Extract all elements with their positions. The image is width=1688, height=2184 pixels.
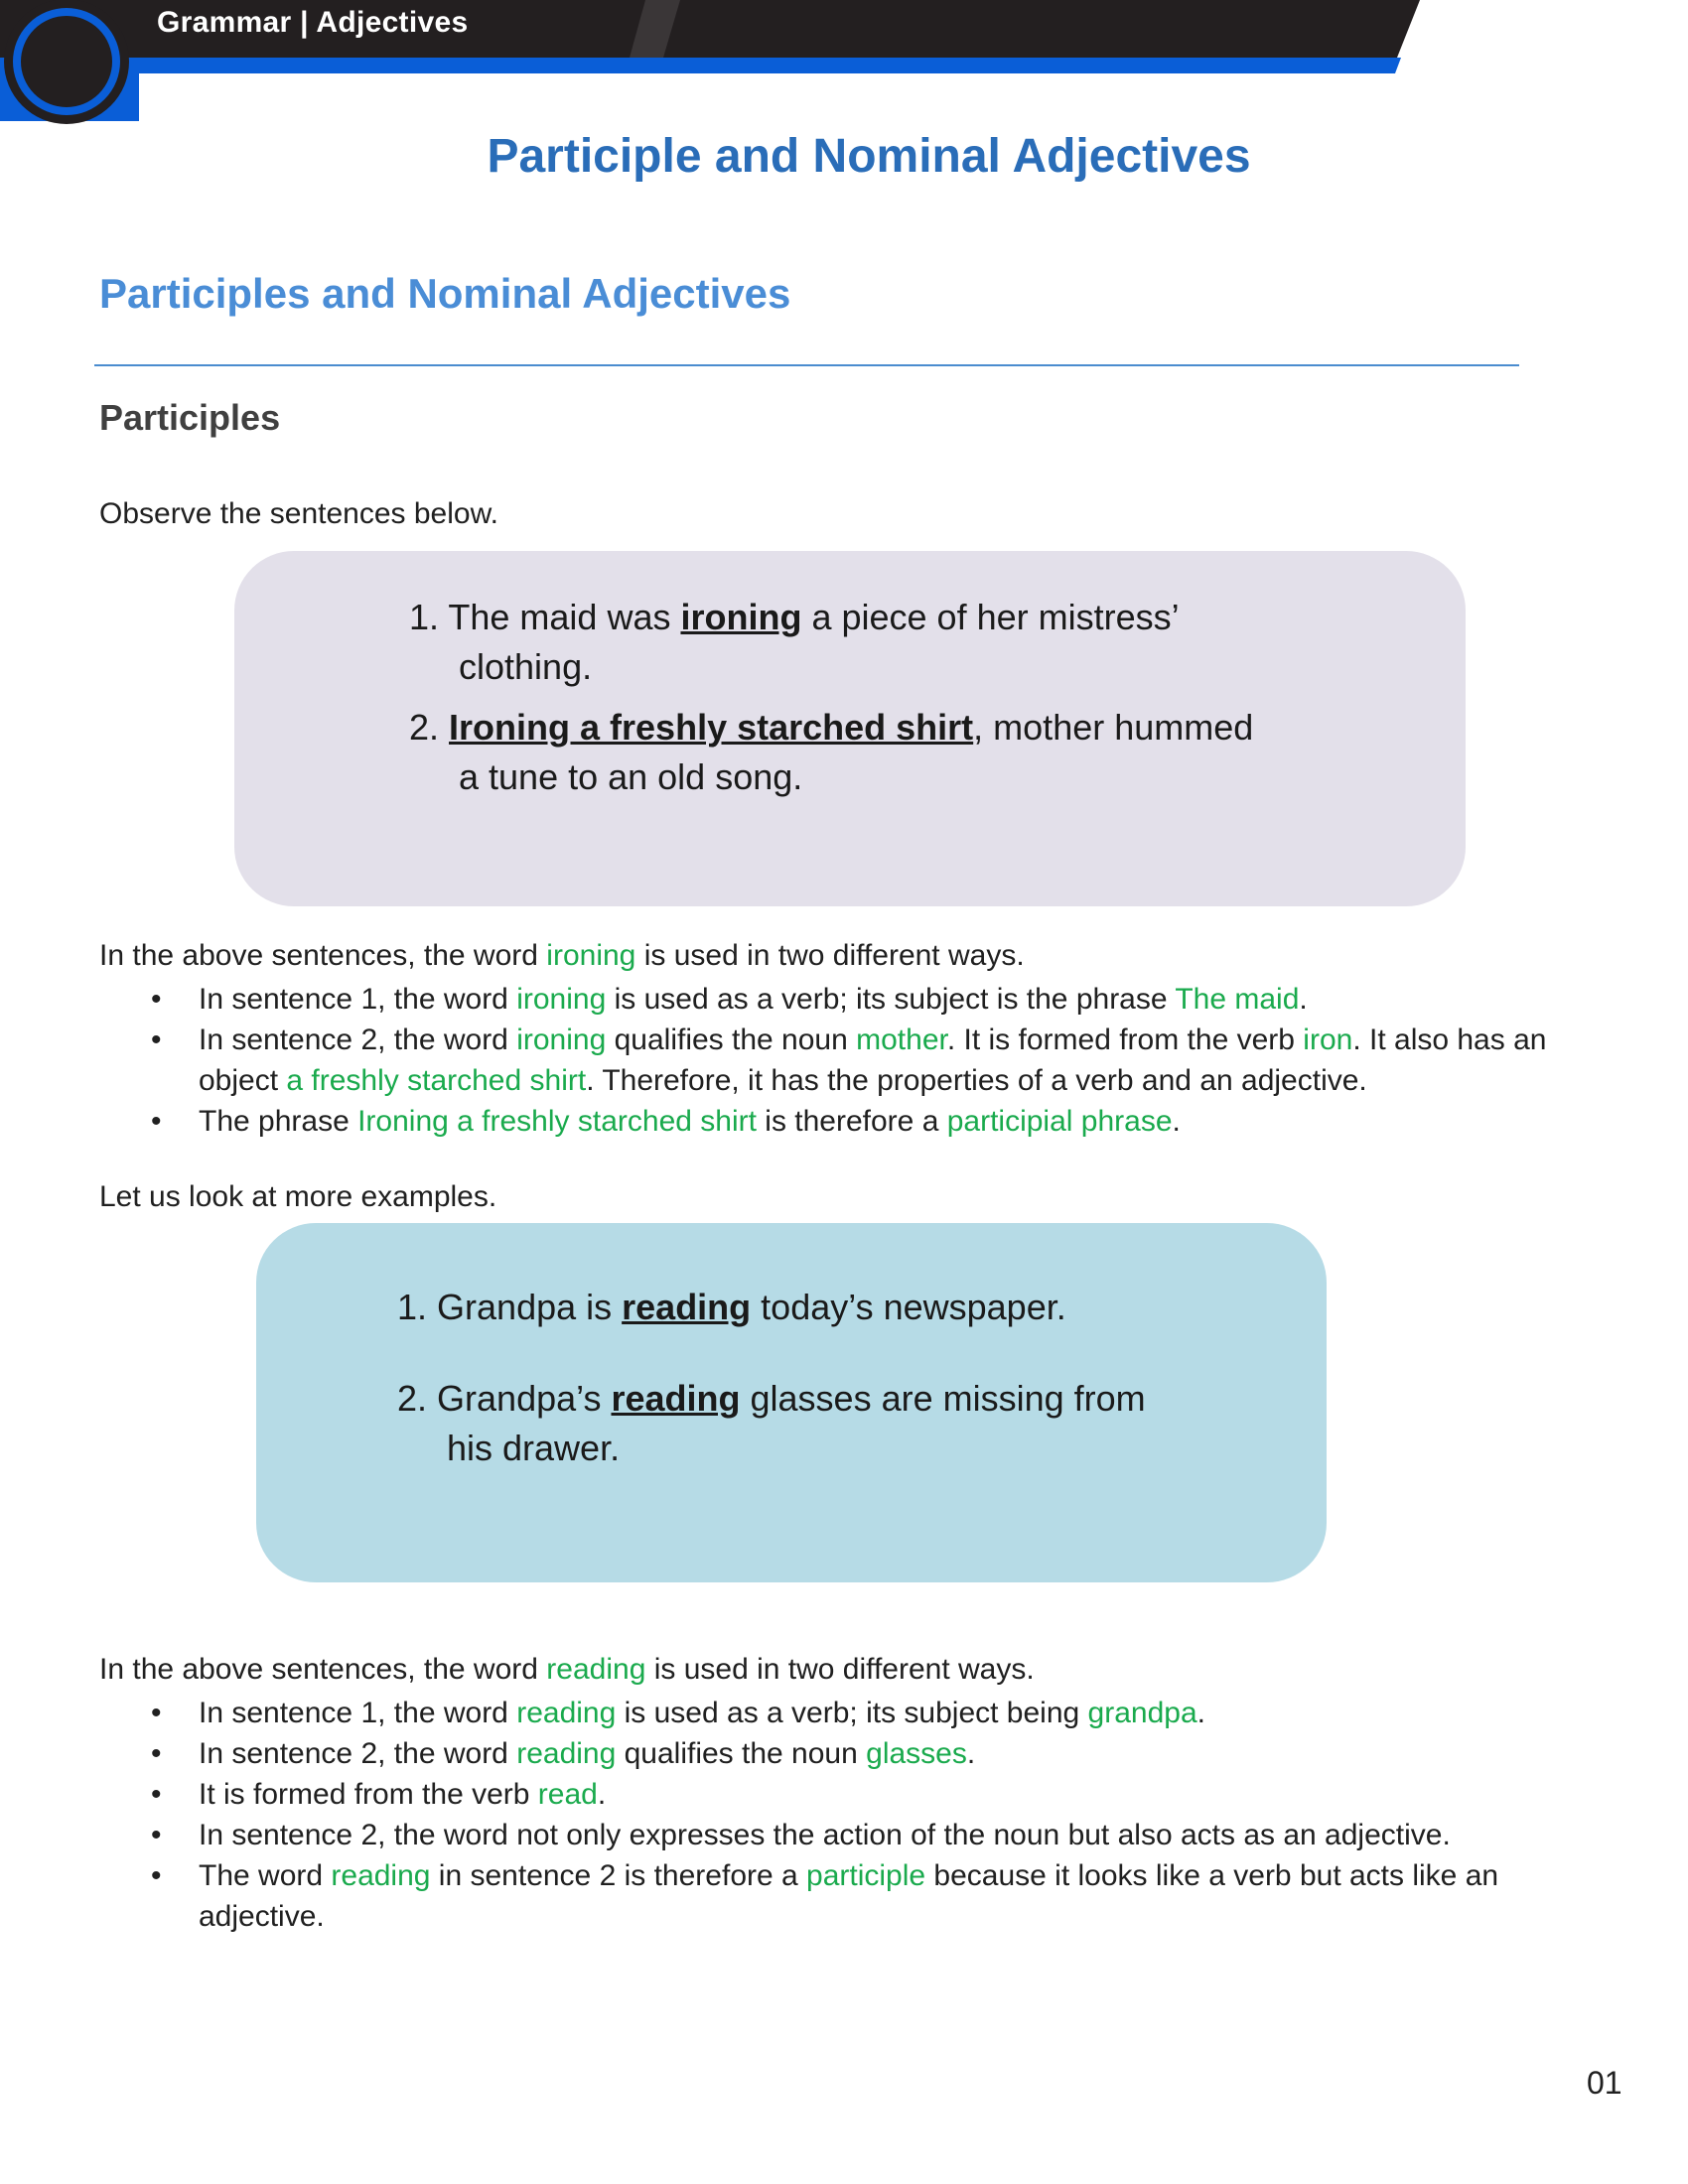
keyword: Ironing a freshly starched shirt xyxy=(449,707,974,748)
bullet-list-2 xyxy=(99,1693,1618,1937)
example-sentence-1: 1. The maid was ironing a piece of her mistress’ clothing. xyxy=(409,597,1180,687)
header-label: Grammar | Adjectives xyxy=(157,6,469,39)
intro-text: Observe the sentences below. xyxy=(99,497,498,530)
example-box-1 xyxy=(234,551,1466,906)
list-item: • In sentence 2, the word reading qualifies the noun glasses. xyxy=(151,1737,976,1770)
explanation-paragraph-2: In the above sentences, the word reading is used in two different ways. xyxy=(99,1653,1035,1686)
keyword: ironing xyxy=(680,597,802,637)
bullet-list-1 xyxy=(99,979,1618,1142)
example-sentence-2: 2. Ironing a freshly starched shirt, mother hummed a tune to an old song. xyxy=(409,707,1254,797)
example-box-2 xyxy=(256,1223,1327,1582)
list-item: • In sentence 2, the word ironing qualifies the noun mother. It is formed from the verb iron. It also has an object a freshly starched shirt. Therefore, it has the properties of a verb and an adjective. xyxy=(151,1024,1547,1097)
list-item: • The word reading in sentence 2 is therefore a participle because it looks like a verb but acts like an adjective. xyxy=(151,1859,1499,1933)
list-item: • It is formed from the verb read. xyxy=(151,1778,607,1811)
keyword: reading xyxy=(611,1378,741,1419)
keyword: reading xyxy=(622,1287,752,1327)
list-item: • In sentence 2, the word not only expresses the action of the noun but also acts as an adjective. xyxy=(151,1819,1451,1851)
list-item: • The phrase Ironing a freshly starched shirt is therefore a participial phrase. xyxy=(151,1105,1181,1138)
section-title: Participles and Nominal Adjectives xyxy=(99,270,791,317)
page-title: Participle and Nominal Adjectives xyxy=(487,130,1251,183)
divider xyxy=(94,364,1519,366)
list-item: • In sentence 1, the word reading is used as a verb; its subject being grandpa. xyxy=(151,1697,1205,1729)
example-sentence-2: 2. Grandpa’s reading glasses are missing from his drawer. xyxy=(397,1378,1146,1468)
explanation-paragraph-1: In the above sentences, the word ironing is used in two different ways. xyxy=(99,939,1025,972)
example-sentence-1: 1. Grandpa is reading today’s newspaper. xyxy=(397,1287,1066,1327)
more-examples-text: Let us look at more examples. xyxy=(99,1180,497,1213)
section-heading: Participles xyxy=(99,397,281,438)
page-number: 01 xyxy=(1587,2065,1622,2101)
logo-circle-icon xyxy=(4,0,129,124)
list-item: • In sentence 1, the word ironing is used as a verb; its subject is the phrase The maid. xyxy=(151,983,1308,1016)
